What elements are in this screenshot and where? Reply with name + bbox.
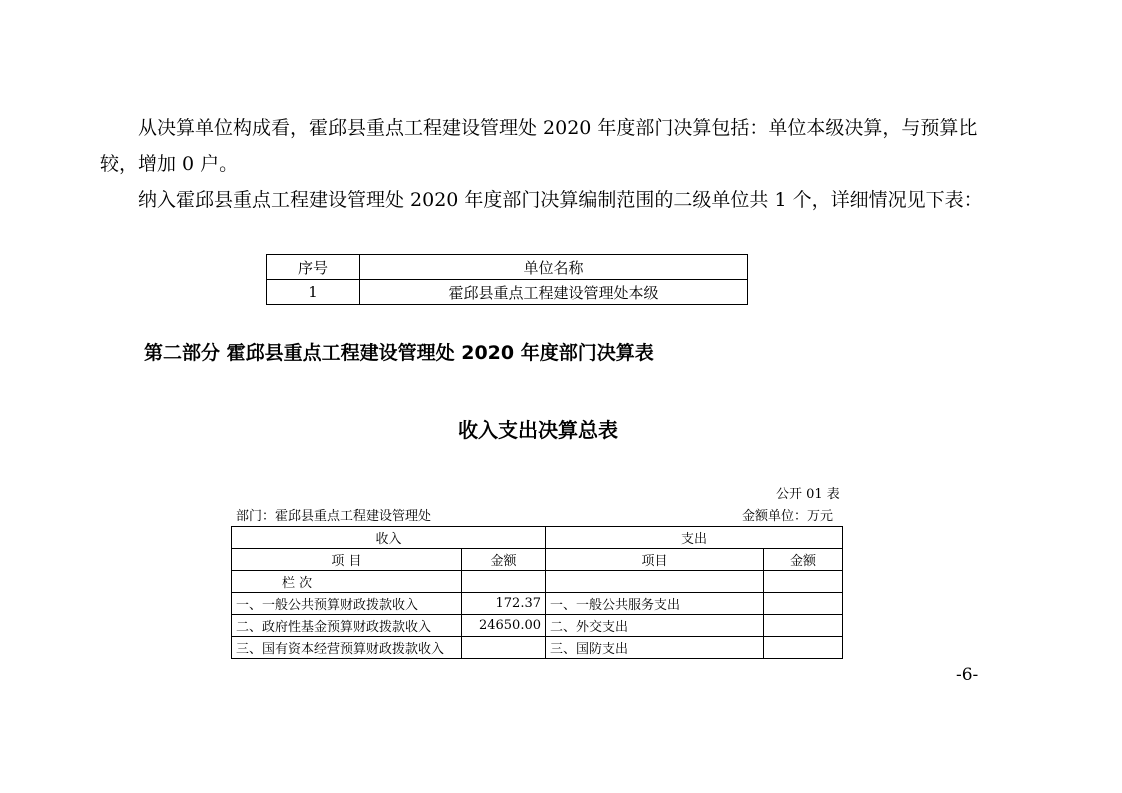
section-heading: 第二部分 霍邱县重点工程建设管理处 2020 年度部门决算表 <box>144 342 654 364</box>
department-label: 部门：霍邱县重点工程建设管理处 <box>236 509 432 524</box>
col-expense-item: 项目 <box>546 549 764 571</box>
expense-item-cell: 二、外交支出 <box>546 615 764 637</box>
amount-unit-label: 金额单位：万元 <box>742 509 834 524</box>
expense-item-cell: 三、国防支出 <box>546 637 764 659</box>
col-income-amount: 金额 <box>462 549 546 571</box>
table-row <box>267 280 748 305</box>
table-code: 公开 01 表 <box>776 487 840 502</box>
cell-index: 1 <box>267 280 360 305</box>
paragraph-secondary-units: 纳入霍邱县重点工程建设管理处 2020 年度部门决算编制范围的二级单位共 1 个，详细情况见下表： <box>138 189 983 211</box>
table-row <box>232 593 843 615</box>
table-row <box>232 571 843 593</box>
table-subheader-row <box>232 549 843 571</box>
row-label-cell: 栏 次 <box>232 571 462 593</box>
table-cell <box>546 571 764 593</box>
expense-item-cell: 一、一般公共服务支出 <box>546 593 764 615</box>
paragraph-unit-composition: 从决算单位构成看，霍邱县重点工程建设管理处 2020 年度部门决算包括：单位本级决算，与预算比较，增加 0 户。 <box>100 117 978 175</box>
income-item-cell: 三、国有资本经营预算财政拨款收入 <box>232 637 462 659</box>
col-income-item: 项 目 <box>232 549 462 571</box>
expense-amount-cell <box>764 615 843 637</box>
expense-header: 支出 <box>546 527 843 549</box>
income-amount-cell: 24650.00 <box>462 615 546 637</box>
table-row <box>232 637 843 659</box>
cell-unit-name: 霍邱县重点工程建设管理处本级 <box>360 280 748 305</box>
expense-amount-cell <box>764 637 843 659</box>
expense-amount-cell <box>764 593 843 615</box>
income-header: 收入 <box>232 527 546 549</box>
col-expense-amount: 金额 <box>764 549 843 571</box>
table-title: 收入支出决算总表 <box>458 418 618 442</box>
table-cell <box>764 571 843 593</box>
header-unit-name: 单位名称 <box>360 255 748 280</box>
income-item-cell: 一、一般公共预算财政拨款收入 <box>232 593 462 615</box>
table-header-row <box>267 255 748 280</box>
table-row <box>232 615 843 637</box>
header-index: 序号 <box>267 255 360 280</box>
unit-table <box>266 254 748 305</box>
page-number: -6- <box>956 665 979 685</box>
income-expense-table <box>231 526 843 659</box>
table-header-row <box>232 527 843 549</box>
income-amount-cell <box>462 637 546 659</box>
table-cell <box>462 571 546 593</box>
income-item-cell: 二、政府性基金预算财政拨款收入 <box>232 615 462 637</box>
income-amount-cell: 172.37 <box>462 593 546 615</box>
